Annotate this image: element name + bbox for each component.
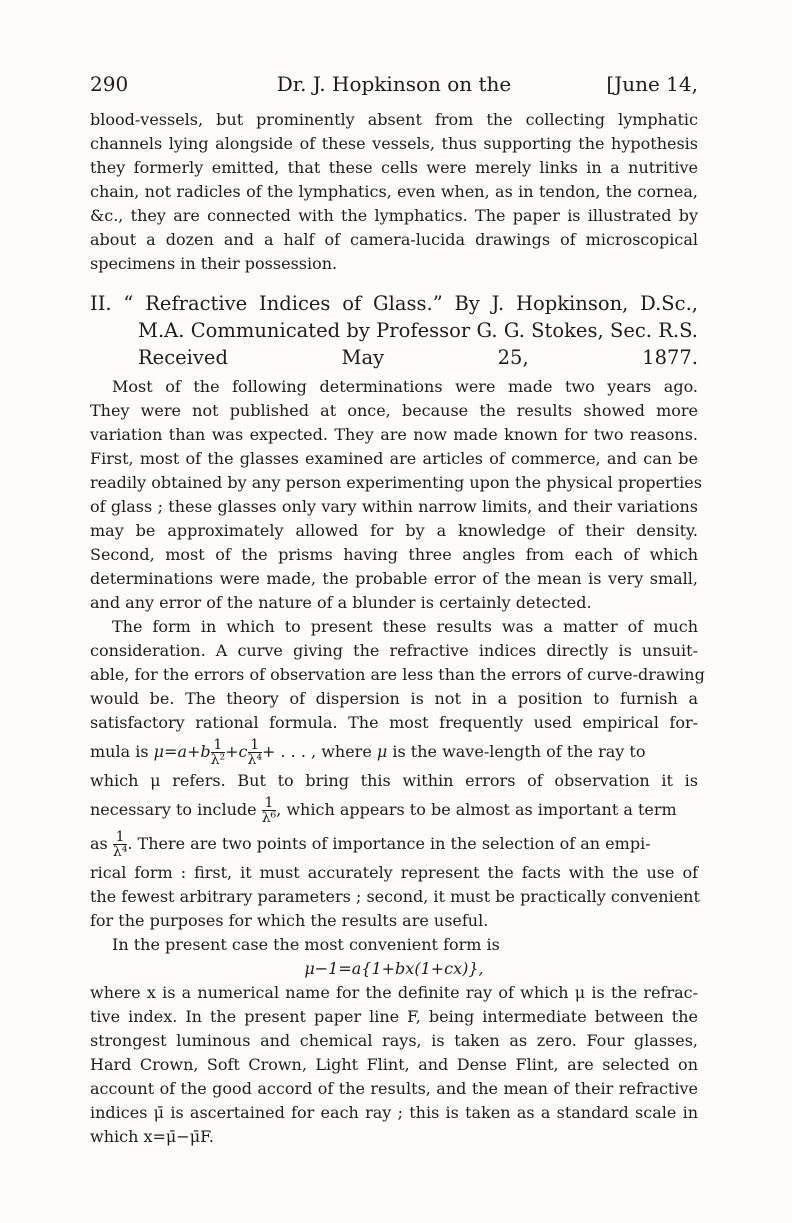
text-line: Most of the following determinations were made two years ago.	[112, 377, 698, 396]
text-line: blood-vessels, but prominently absent from the collecting lymphatic	[90, 110, 698, 129]
formula-line	[90, 735, 698, 769]
numerator: 1	[113, 830, 128, 845]
text-line: readily obtained by any person experimenting upon the physical properties	[90, 473, 702, 492]
text-line: variation than was expected. They are now made known for two reasons.	[90, 425, 698, 444]
numerator: 1	[248, 738, 263, 753]
text-line: The form in which to present these results was a matter of much	[112, 617, 698, 636]
text-line: may be approximately allowed for by a knowledge of their density.	[90, 521, 698, 540]
paragraph-2	[90, 615, 705, 933]
text-line: they formerly emitted, that these cells were merely links in a nutritive	[90, 158, 698, 177]
text-line: for the purposes for which the results are useful.	[90, 911, 489, 930]
numerator: 1	[211, 738, 226, 753]
text-line: tive index. In the present paper line F, being intermediate between the	[90, 1007, 698, 1026]
running-header	[90, 72, 698, 104]
text-line: First, most of the glasses examined are articles of commerce, and can be	[90, 449, 698, 468]
text-line: determinations were made, the probable error of the mean is very small,	[90, 569, 698, 588]
fraction	[262, 796, 277, 825]
text-line: &c., they are connected with the lymphatics. The paper is illustrated by	[90, 206, 698, 225]
page-number: 290	[90, 72, 129, 96]
running-title: Dr. J. Hopkinson on the	[276, 72, 512, 96]
received-line: Received May 25, 1877.	[138, 346, 698, 369]
fraction	[113, 830, 128, 859]
text-fragment: . There are two points of importance in the selection of an empi-	[127, 834, 651, 853]
formula: μ=a+b	[153, 742, 211, 761]
text-line: Second, most of the prisms having three angles from each of which	[90, 545, 698, 564]
formula: +c	[225, 742, 248, 761]
text-fragment: , which appears to be almost as important a term	[276, 800, 677, 819]
denominator: λ⁶	[261, 810, 277, 826]
text-line: which μ refers. But to bring this within errors of observation it is	[90, 771, 698, 790]
text-fragment: + . . . , where	[262, 742, 377, 761]
text-line: where x is a numerical name for the definite ray of which μ is the refrac-	[90, 983, 698, 1002]
paragraph-1	[90, 375, 702, 615]
text-line: Hard Crown, Soft Crown, Light Flint, and Dense Flint, are selected on	[90, 1055, 698, 1074]
paragraph-3	[90, 933, 698, 1149]
formula: μ−1=a{1+bx(1+cx)},	[304, 959, 484, 978]
formula-line	[90, 793, 698, 827]
text-line: rical form : first, it must accurately represent the facts with the use of	[90, 863, 698, 882]
previous-paragraph	[90, 108, 698, 276]
text-line: consideration. A curve giving the refractive indices directly is unsuit-	[90, 641, 698, 660]
text-fragment: mula is	[90, 742, 154, 761]
text-line: about a dozen and a half of camera-lucida drawings of microscopical	[90, 230, 698, 249]
text-line: of glass ; these glasses only vary within narrow limits, and their variations	[90, 497, 698, 516]
denominator: λ²	[210, 752, 226, 768]
text-line: strongest luminous and chemical rays, is taken as zero. Four glasses,	[90, 1031, 698, 1050]
fraction	[248, 738, 263, 767]
title-line: M.A. Communicated by Professor G. G. Stokes, Sec. R.S.	[138, 319, 698, 342]
text-fragment: as	[90, 834, 113, 853]
text-line: They were not published at once, because the results showed more	[90, 401, 698, 420]
text-line: specimens in their possession.	[90, 254, 338, 273]
text-fragment: is the wave-length of the ray to	[387, 742, 646, 761]
formula-line	[90, 827, 698, 861]
text-line: the fewest arbitrary parameters ; second, it must be practically convenient	[90, 887, 700, 906]
article-title	[90, 290, 698, 371]
text-line: In the present case the most convenient form is	[112, 935, 500, 954]
text-line: which x=μ̄−μ̄F.	[90, 1127, 214, 1146]
symbol-mu: μ	[376, 742, 388, 761]
text-line: satisfactory rational formula. The most frequently used empirical for-	[90, 713, 698, 732]
title-line: II. “ Refractive Indices of Glass.” By J. Hopkinson, D.Sc.,	[90, 292, 698, 315]
denominator: λ⁴	[112, 844, 128, 860]
body-text	[90, 108, 705, 1149]
text-line: able, for the errors of observation are less than the errors of curve-drawing	[90, 665, 705, 684]
numerator: 1	[262, 796, 277, 811]
text-line: account of the good accord of the results, and the mean of their refractive	[90, 1079, 698, 1098]
text-line: indices μ̄ is ascertained for each ray ; this is taken as a standard scale in	[90, 1103, 698, 1122]
text-line: chain, not radicles of the lymphatics, even when, as in tendon, the cornea,	[90, 182, 698, 201]
header-date: [June 14,	[606, 72, 698, 96]
text-line: and any error of the nature of a blunder is certainly detected.	[90, 593, 592, 612]
text-line: channels lying alongside of these vessels, thus supporting the hypothesis	[90, 134, 698, 153]
fraction	[211, 738, 226, 767]
text-line: would be. The theory of dispersion is not in a position to furnish a	[90, 689, 698, 708]
text-fragment: necessary to include	[90, 800, 262, 819]
denominator: λ⁴	[247, 752, 263, 768]
main-formula	[90, 957, 698, 981]
